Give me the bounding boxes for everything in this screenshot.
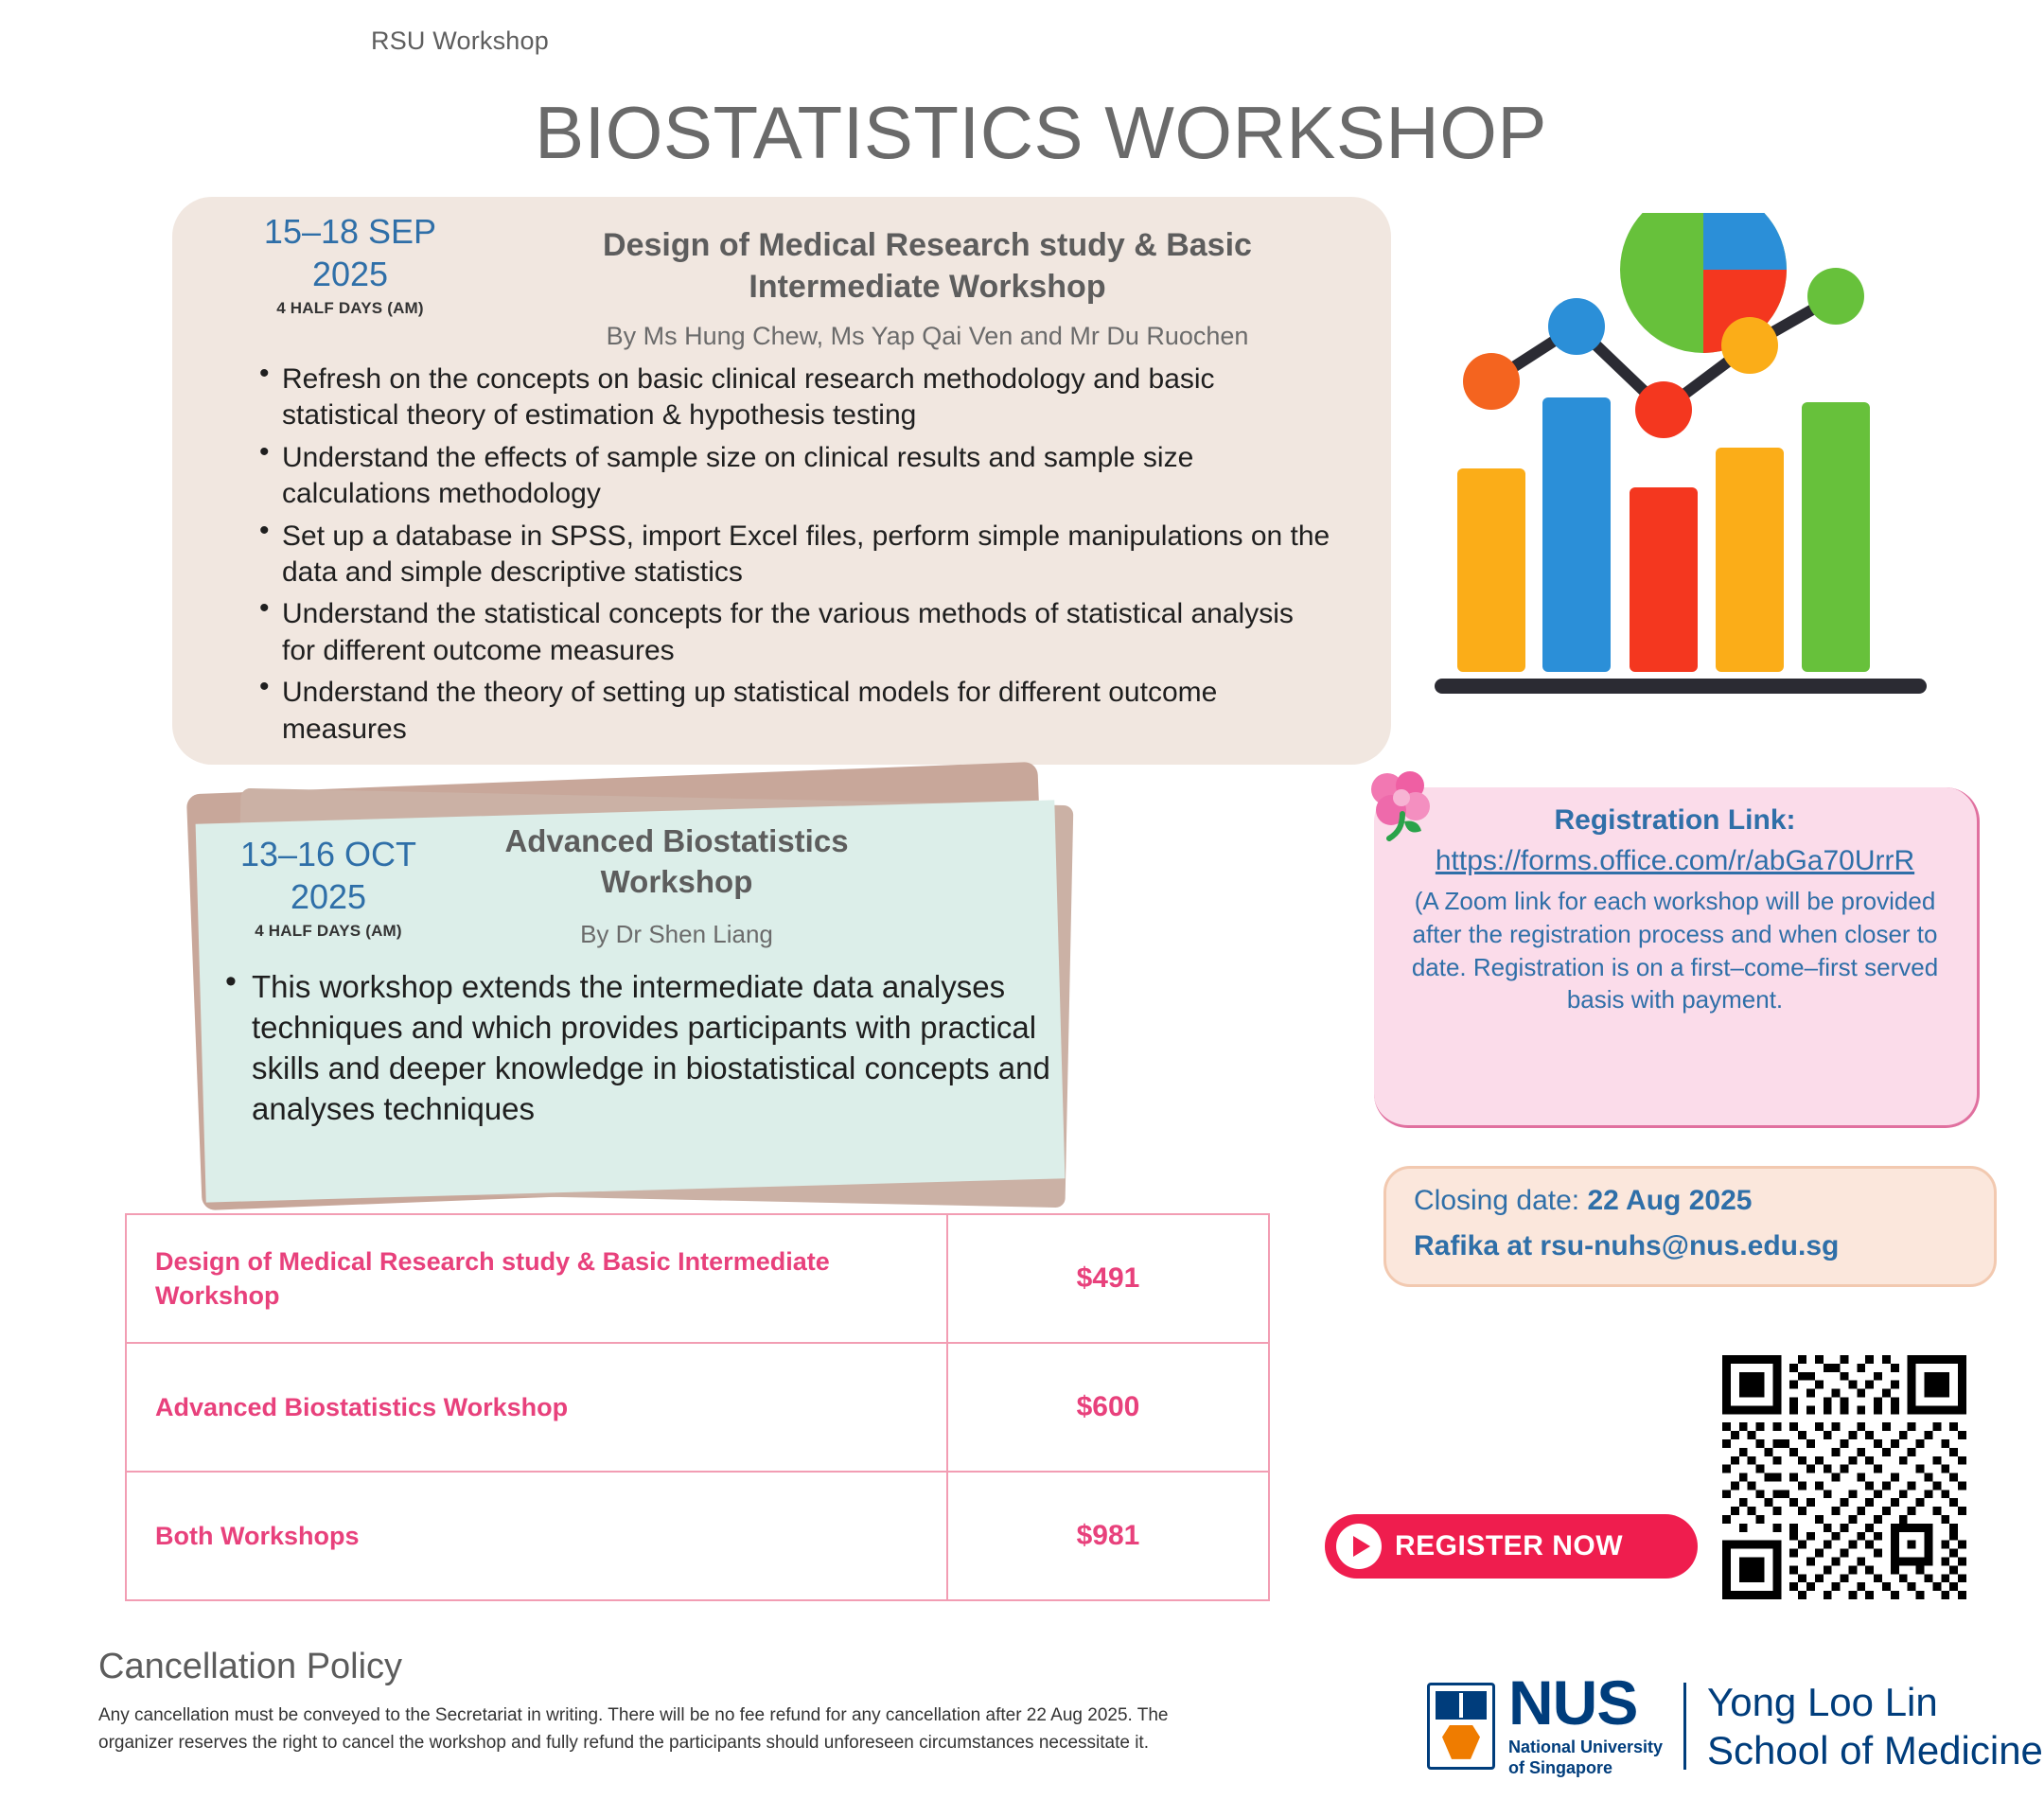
pricing-item-price: $981 (947, 1472, 1269, 1600)
logo-divider (1683, 1683, 1686, 1770)
pricing-table (125, 1213, 1270, 1601)
kicker-text: RSU Workshop (371, 26, 549, 55)
nus-full-name-line2: of Singapore (1508, 1758, 1613, 1778)
cancellation-policy-body: Any cancellation must be conveyed to the Secretariat in writing. There will be no fee refund for any cancellation after 22 Aug 2025. The organizer reserves the right to cancel the workshop and fully refund the participants should unforeseen circumstances necessitate it. (98, 1705, 1169, 1754)
workshop-2-date-block (220, 833, 437, 941)
workshop-1-title: Design of Medical Research study & Basic Intermediate Workshop (603, 227, 1252, 305)
workshop-1-bullet-list (254, 362, 1332, 753)
statistics-chart-icon (1429, 213, 1959, 724)
table-row (126, 1214, 1269, 1343)
nus-full-name-line1: National University (1508, 1737, 1664, 1756)
pricing-item-label: Design of Medical Research study & Basic Intermediate Workshop (126, 1214, 947, 1343)
register-now-label: REGISTER NOW (1395, 1530, 1624, 1561)
workshop-1-date: 15–18 SEP (263, 212, 437, 251)
nus-crest-icon (1427, 1683, 1495, 1770)
page-title: BIOSTATISTICS WORKSHOP (535, 91, 1547, 174)
workshop-1-presenters: By Ms Hung Chew, Ms Yap Qai Ven and Mr Du Ruochen (606, 322, 1249, 350)
workshop-1-date-block (237, 210, 464, 318)
list-item: • Refresh on the concepts on basic clinical research methodology and basic statistical theory of estimation & hypothesis testing (254, 362, 1332, 434)
school-name-line2: School of Medicine (1707, 1727, 2043, 1773)
lion-icon (1442, 1725, 1480, 1759)
registration-title: Registration Link: (1554, 804, 1796, 836)
workshop-2-duration: 4 HALF DAYS (AM) (255, 922, 402, 940)
workshop-2-presenters: By Dr Shen Liang (580, 920, 773, 948)
closing-date-label: Closing date: (1414, 1185, 1588, 1216)
list-item: • Understand the statistical concepts for the various methods of statistical analysis for different outcome measures (254, 596, 1332, 669)
nus-abbreviation: NUS (1508, 1667, 1638, 1738)
workshop-2-year: 2025 (290, 877, 367, 916)
cancellation-policy-title: Cancellation Policy (98, 1647, 403, 1686)
workshop-1-year: 2025 (311, 255, 389, 293)
open-book-icon (1436, 1691, 1487, 1720)
workshop-2-title: Advanced Biostatistics Workshop (504, 823, 849, 899)
closing-date-line (1414, 1185, 1752, 1217)
workshop-2-date: 13–16 OCT (239, 835, 417, 873)
workshop-1-duration: 4 HALF DAYS (AM) (276, 299, 424, 317)
registration-content (1391, 804, 1959, 1016)
contact-email-line: Rafika at rsu-nuhs@nus.edu.sg (1414, 1230, 1840, 1261)
pricing-item-label: Advanced Biostatistics Workshop (126, 1343, 947, 1472)
list-item: • Understand the theory of setting up statistical models for different outcome measures (254, 675, 1332, 748)
pricing-item-price: $491 (947, 1214, 1269, 1343)
school-name-line1: Yong Loo Lin (1707, 1679, 1938, 1724)
nus-logo (1427, 1667, 2043, 1779)
table-row (126, 1343, 1269, 1472)
pricing-item-label: Both Workshops (126, 1472, 947, 1600)
play-arrow-icon (1336, 1524, 1382, 1569)
registration-note: (A Zoom link for each workshop will be provided after the registration process and when closer to date. Registration is on a first–come–first served basis with payment. (1411, 887, 1939, 1014)
qr-code[interactable] (1722, 1355, 1966, 1599)
workshop-2-bullet-list (220, 967, 1052, 1136)
list-item: • Understand the effects of sample size on clinical results and sample size calculations methodology (254, 440, 1332, 513)
closing-date-value: 22 Aug 2025 (1587, 1185, 1753, 1216)
pricing-item-price: $600 (947, 1343, 1269, 1472)
nus-wordmark (1508, 1667, 1664, 1779)
school-name (1707, 1678, 2043, 1774)
register-now-button[interactable] (1325, 1514, 1698, 1579)
registration-link[interactable]: https://forms.office.com/r/abGa70UrrR (1435, 845, 1915, 876)
table-row (126, 1472, 1269, 1600)
list-item: • This workshop extends the intermediate data analyses techniques and which provides participants with practical skills and deeper knowledge in biostatistical concepts and analyses techniques (220, 967, 1052, 1130)
list-item: • Set up a database in SPSS, import Excel files, perform simple manipulations on the data and simple descriptive statistics (254, 519, 1332, 591)
